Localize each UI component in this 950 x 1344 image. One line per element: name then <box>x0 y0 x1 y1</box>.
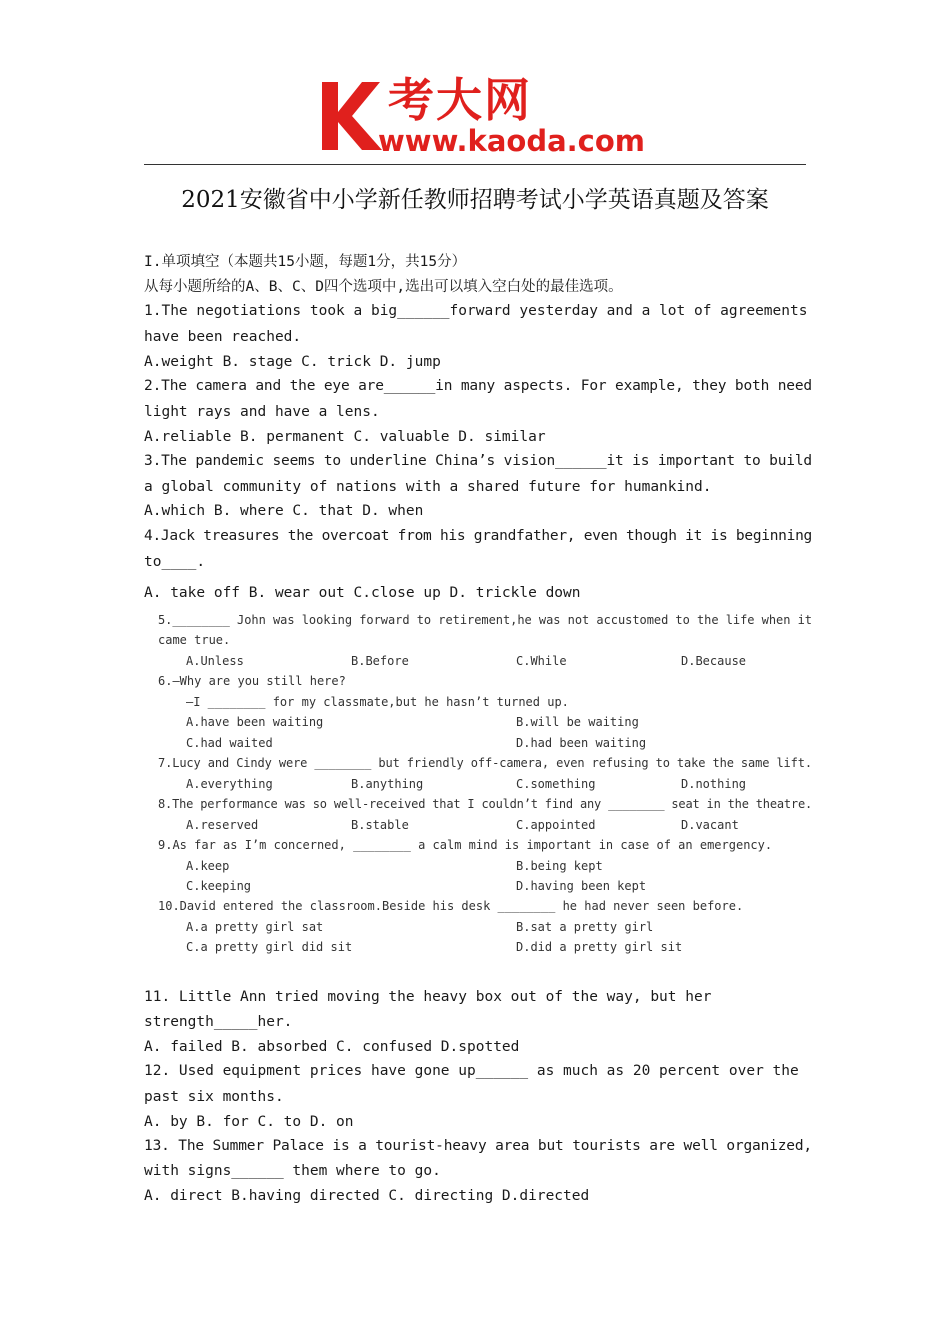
section-heading: I.单项填空（本题共15小题，每题1分，共15分） <box>144 254 467 270</box>
question-5-option-a: A.Unless <box>186 654 244 668</box>
question-1-text: 1.The negotiations took a big______forward yesterday and a lot of agreements <box>144 303 808 319</box>
question-10-option-a: A.a pretty girl sat <box>186 920 324 934</box>
question-7-option-b: B.anything <box>351 777 424 791</box>
logo-brand-text: 考大网 <box>388 73 532 127</box>
question-4-options: A. take off B. wear out C.close up D. trickle down <box>144 585 581 601</box>
question-6-text: 6.—Why are you still here? <box>158 674 346 688</box>
question-5-option-b: B.Before <box>351 654 409 668</box>
question-13-text: 13. The Summer Palace is a tourist-heavy area but tourists are well organized, <box>144 1138 812 1154</box>
question-11-options: A. failed B. absorbed C. confused D.spotted <box>144 1039 520 1055</box>
question-6-option-b: B.will be waiting <box>516 715 639 729</box>
question-6-option-c: C.had waited <box>186 736 273 750</box>
question-11-text-cont: strength_____her. <box>144 1014 293 1030</box>
question-9-option-b: B.being kept <box>516 859 603 873</box>
question-8-option-a: A.reserved <box>186 818 259 832</box>
question-10-option-c: C.a pretty girl did sit <box>186 940 353 954</box>
question-6-option-d: D.had been waiting <box>516 736 647 750</box>
site-logo <box>318 73 645 160</box>
question-8-text: 8.The performance was so well-received that I couldn’t find any ________ seat in the theatre. <box>158 797 813 811</box>
question-3-options: A.which B. where C. that D. when <box>144 503 424 519</box>
document-title: 2021安徽省中小学新任教师招聘考试小学英语真题及答案 <box>181 187 769 213</box>
question-12-text-cont: past six months. <box>144 1089 284 1105</box>
question-9-option-a: A.keep <box>186 859 230 873</box>
question-13-options: A. direct B.having directed C. directing D.directed <box>144 1188 590 1204</box>
question-5-text: 5.________ John was looking forward to retirement,he was not accustomed to the life when it <box>158 613 812 627</box>
question-10-text: 10.David entered the classroom.Beside his desk ________ he had never seen before. <box>158 899 744 913</box>
question-9-option-c: C.keeping <box>186 879 252 893</box>
question-7-option-d: D.nothing <box>681 777 747 791</box>
logo-url-text: www.kaoda.com <box>378 124 645 158</box>
question-5-option-c: C.While <box>516 654 567 668</box>
question-2-options: A.reliable B. permanent C. valuable D. similar <box>144 429 546 445</box>
question-12-text: 12. Used equipment prices have gone up______ as much as 20 percent over the <box>144 1063 799 1079</box>
question-11-text: 11. Little Ann tried moving the heavy box out of the way, but her <box>144 989 712 1005</box>
question-5-text-cont: came true. <box>158 633 231 647</box>
question-3-text: 3.The pandemic seems to underline China’s vision______it is important to build <box>144 453 812 469</box>
question-3-text-cont: a global community of nations with a shared future for humankind. <box>144 479 712 495</box>
question-6-option-a: A.have been waiting <box>186 715 324 729</box>
question-2-text: 2.The camera and the eye are______in many aspects. For example, they both need <box>144 378 812 394</box>
question-8-option-c: C.appointed <box>516 818 596 832</box>
question-7-option-a: A.everything <box>186 777 273 791</box>
question-10-option-d: D.did a pretty girl sit <box>516 940 683 954</box>
question-6-text-cont: —I ________ for my classmate,but he hasn’t turned up. <box>186 695 569 709</box>
question-9-text: 9.As far as I’m concerned, ________ a calm mind is important in case of an emergency. <box>158 838 773 852</box>
question-12-options: A. by B. for C. to D. on <box>144 1114 354 1130</box>
question-8-option-b: B.stable <box>351 818 409 832</box>
question-1-text-cont: have been reached. <box>144 329 302 345</box>
section-instruction: 从每小题所给的A、B、C、D四个选项中,选出可以填入空白处的最佳选项。 <box>144 279 623 295</box>
question-8-option-d: D.vacant <box>681 818 739 832</box>
question-2-text-cont: light rays and have a lens. <box>144 404 380 420</box>
question-7-option-c: C.something <box>516 777 596 791</box>
question-9-option-d: D.having been kept <box>516 879 647 893</box>
question-5-option-d: D.Because <box>681 654 747 668</box>
question-13-text-cont: with signs______ them where to go. <box>144 1163 441 1179</box>
question-10-option-b: B.sat a pretty girl <box>516 920 654 934</box>
header-divider <box>144 164 806 165</box>
question-7-text: 7.Lucy and Cindy were ________ but friendly off-camera, even refusing to take the same lift. <box>158 756 812 770</box>
question-4-text-cont: to____. <box>144 554 206 570</box>
k-logo-icon <box>318 78 384 152</box>
question-1-options: A.weight B. stage C. trick D. jump <box>144 354 441 370</box>
question-4-text: 4.Jack treasures the overcoat from his grandfather, even though it is beginning <box>144 528 813 544</box>
